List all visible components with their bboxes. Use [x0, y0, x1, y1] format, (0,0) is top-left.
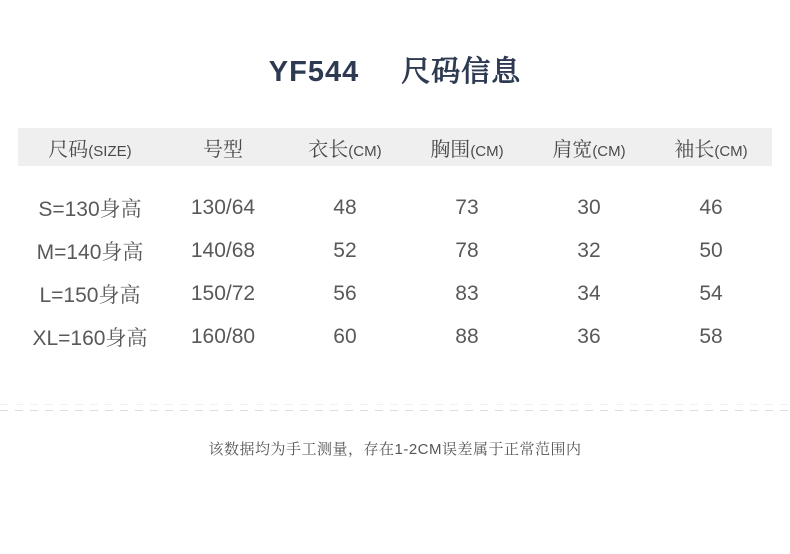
header-model-number — [162, 133, 284, 162]
header-sleeve — [650, 133, 772, 162]
header-shoulder — [528, 133, 650, 162]
table-row-s — [18, 186, 772, 229]
cell-garment-length: 56 — [333, 281, 357, 305]
cell-size: M=140身高 — [36, 240, 144, 264]
header-size-unit: (SIZE) — [88, 142, 132, 160]
cell-sleeve: 46 — [699, 195, 723, 219]
cell-shoulder: 32 — [577, 238, 601, 262]
table-row-xl — [18, 315, 772, 358]
cell-garment-length: 48 — [333, 195, 357, 219]
dashed-line-bottom — [0, 410, 790, 411]
header-garment-length-unit: (CM) — [348, 142, 382, 160]
header-chest-label: 胸围 — [430, 138, 471, 161]
cell-sleeve: 58 — [699, 324, 723, 348]
cell-sleeve: 50 — [699, 238, 723, 262]
header-model-number-label: 号型 — [202, 138, 243, 161]
size-table — [18, 128, 772, 358]
cell-garment-length: 60 — [333, 324, 357, 348]
cell-chest: 73 — [455, 195, 479, 219]
measurement-note: 该数据均为手工测量，存在1-2CM误差属于正常范围内 — [208, 441, 582, 458]
header-sleeve-label: 袖长 — [674, 138, 715, 161]
header-size — [18, 133, 162, 162]
cell-chest: 88 — [455, 324, 479, 348]
header-shoulder-label: 肩宽 — [552, 138, 593, 161]
title-text: 尺码信息 — [401, 56, 522, 88]
cell-garment-length: 52 — [333, 238, 357, 262]
cell-model-number: 160/80 — [190, 324, 256, 348]
header-chest — [406, 133, 528, 162]
table-body — [18, 166, 772, 358]
table-header-row — [18, 128, 772, 166]
product-model: YF544 — [268, 56, 360, 88]
header-sleeve-unit: (CM) — [714, 142, 748, 160]
cell-shoulder: 34 — [577, 281, 601, 305]
cell-size: S=130身高 — [38, 197, 142, 221]
table-row-l — [18, 272, 772, 315]
cell-chest: 78 — [455, 238, 479, 262]
dashed-line-top — [0, 404, 790, 405]
size-chart-title — [0, 0, 790, 90]
header-chest-unit: (CM) — [470, 142, 504, 160]
table-row-m — [18, 229, 772, 272]
cell-size: L=150身高 — [39, 283, 141, 307]
header-size-label: 尺码 — [48, 138, 89, 161]
cell-model-number: 130/64 — [190, 195, 256, 219]
cell-model-number: 140/68 — [190, 238, 256, 262]
cell-chest: 83 — [455, 281, 479, 305]
cell-shoulder: 30 — [577, 195, 601, 219]
cell-shoulder: 36 — [577, 324, 601, 348]
header-shoulder-unit: (CM) — [592, 142, 626, 160]
dashed-divider — [0, 404, 790, 411]
cell-model-number: 150/72 — [190, 281, 256, 305]
header-garment-length — [284, 133, 406, 162]
header-garment-length-label: 衣长 — [308, 138, 349, 161]
cell-sleeve: 54 — [699, 281, 723, 305]
cell-size: XL=160身高 — [32, 326, 148, 350]
